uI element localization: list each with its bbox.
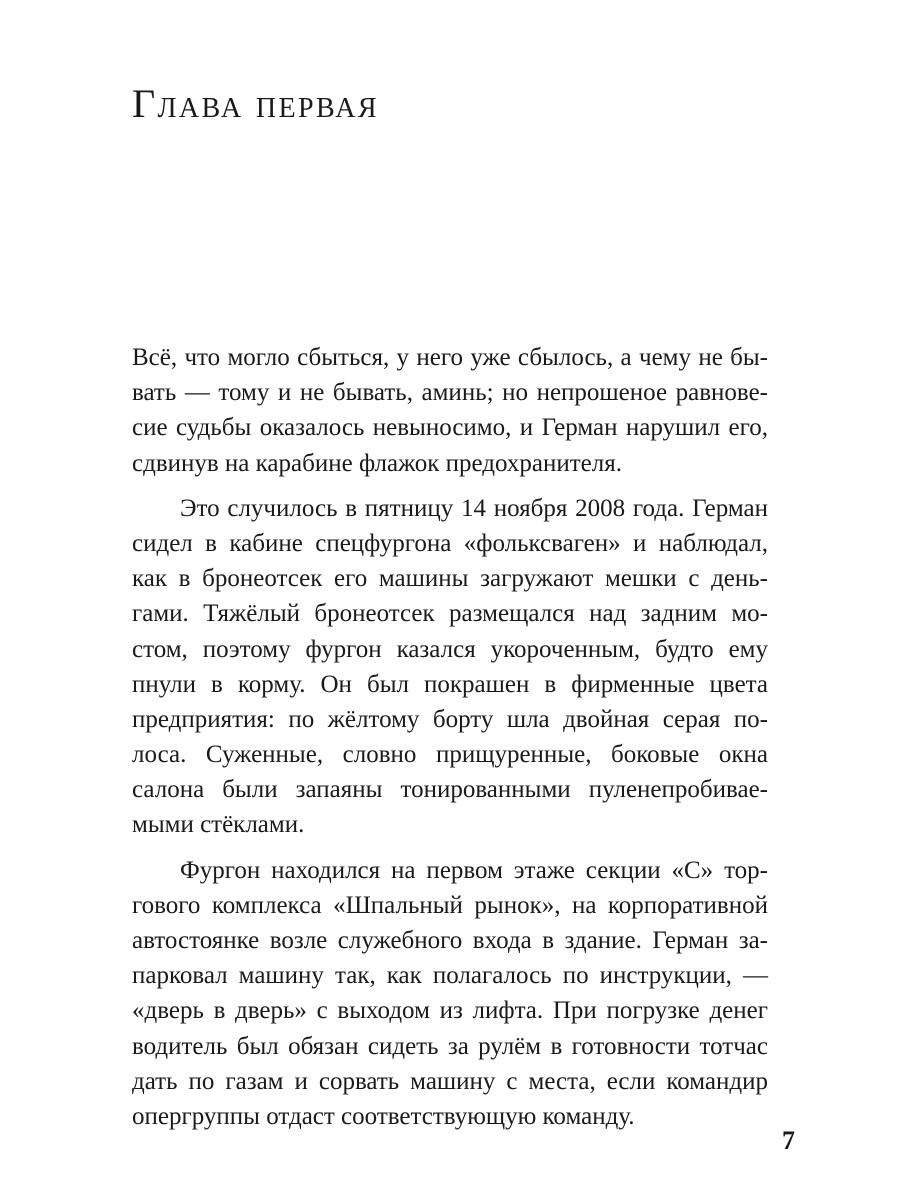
text-line: салона были запаяны тонированными пуленепробивае- bbox=[132, 776, 768, 804]
text-line: опергруппы отдаст соответствующую команду. bbox=[132, 1102, 635, 1130]
text-line: лоса. Суженные, словно прищуренные, боковые окна bbox=[132, 741, 768, 769]
text-line: дать по газам и сорвать машину с места, если командир bbox=[132, 1067, 768, 1095]
text-line: Всё, что могло сбыться, у него уже сбылось, а чему не бы- bbox=[132, 344, 768, 371]
paragraph-2 bbox=[132, 491, 768, 843]
text-line: вать — тому и не бывать, аминь; но непрошеное равнове- bbox=[132, 379, 768, 407]
text-line: мыми стёклами. bbox=[132, 811, 305, 839]
text-line: водитель был обязан сидеть за рулём в готовности тотчас bbox=[132, 1032, 768, 1060]
body-text bbox=[132, 340, 768, 1134]
text-line: автостоянке возле служебного входа в здание. Герман за- bbox=[132, 927, 768, 954]
text-line: гами. Тяжёлый бронеотсек размещался над задним мо- bbox=[132, 600, 768, 628]
paragraph-gap bbox=[132, 843, 768, 853]
text-line: парковал машину так, как полагалось по инструкции, — bbox=[132, 962, 768, 990]
text-line: сидел в кабине спецфургона «фольксваген» и наблюдал, bbox=[132, 529, 768, 557]
text-line: Фургон находился на первом этаже секции «С» тор- bbox=[180, 856, 768, 884]
text-line: «дверь в дверь» с выходом из лифта. При погрузке денег bbox=[132, 997, 768, 1025]
page-number: 7 bbox=[782, 1126, 795, 1155]
text-line: Это случилось в пятницу 14 ноября 2008 года. Герман bbox=[180, 494, 768, 522]
text-line: предприятия: по жёлтому борту шла двойная серая по- bbox=[132, 705, 768, 733]
paragraph-gap bbox=[132, 481, 768, 491]
text-line: пнули в корму. Он был покрашен в фирменные цвета bbox=[132, 670, 768, 698]
paragraph-3 bbox=[132, 853, 768, 1135]
chapter-title: Глава первая bbox=[132, 81, 379, 126]
text-line: сдвинув на карабине флажок предохранителя. bbox=[132, 449, 622, 477]
text-line: как в бронеотсек его машины загружают мешки с день- bbox=[132, 565, 768, 593]
text-line: стом, поэтому фургон казался укороченным, будто ему bbox=[132, 635, 768, 663]
paragraph-1 bbox=[132, 340, 768, 481]
text-line: сие судьбы оказалось невыносимо, и Герман нарушил его, bbox=[132, 414, 768, 442]
text-line: гового комплекса «Шпальный рынок», на корпоративной bbox=[132, 891, 768, 919]
